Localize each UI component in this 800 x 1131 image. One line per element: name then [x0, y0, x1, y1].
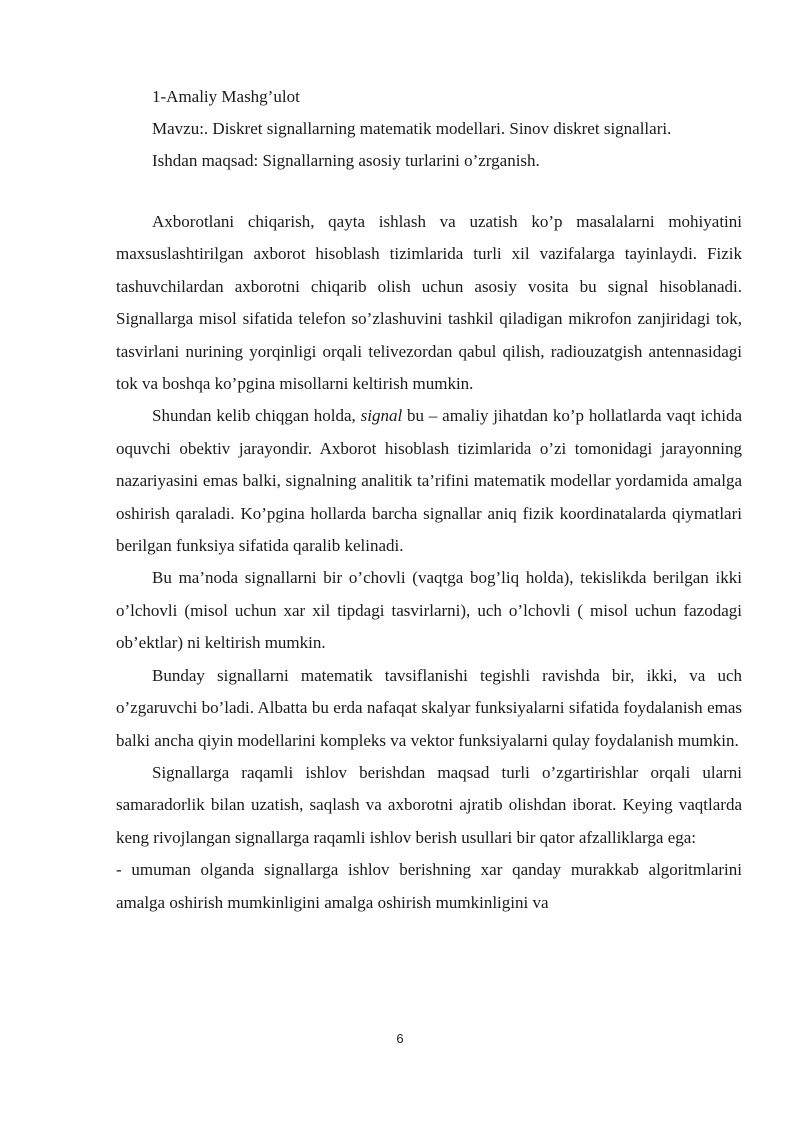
page-number: 6 — [396, 1031, 404, 1046]
paragraph-3: Bu ma’noda signallarni bir o’chovli (vaqtga bog’liq holda), tekislikda berilgan ikki o’lchovli (misol uchun xar xil tipdagi tasvirlarni), uch o’lchovli ( misol uchun fazodagi ob’ektlar) ni keltirish mumkin. — [116, 568, 742, 653]
paragraph-2-rest: bu – amaliy jihatdan ko’p hollatlarda vaqt ichida oquvchi obektiv jarayondir. Axborot hisoblash tizimlarida o’zi tomonidagi jarayonning nazariyasini emas balki, signalning analitik ta’rifini matematik modellar yordamida amalga oshirish qaraladi. Ko’pgina hollarda barcha signallar aniq fizik koordinatalarda qiymatlari berilgan funksiya sifatida qaralib kelinadi. — [116, 406, 742, 556]
paragraph-5: Signallarga raqamli ishlov berishdan maqsad turli o’zgartirishlar orqali ularni samaradorlik bilan uzatish, saqlash va axborotni ajratib olishdan iborat. Keying vaqtlarda keng rivojlangan signallarga raqamli ishlov berish usullari bir qator afzalliklarga ega: — [116, 762, 742, 847]
list-item-1: - umuman olganda signallarga ishlov berishning xar qanday murakkab algoritmlarini amalga oshirish mumkinligini amalga oshirish mumkinligini va — [116, 860, 742, 912]
body-text — [116, 206, 742, 919]
paragraph-1: Axborotlani chiqarish, qayta ishlash va uzatish ko’p masalalarni mohiyatini maxsuslashtirilgan axborot hisoblash tizimlarida turli xil vazifalarga tayinlaydi. Fizik tashuvchilardan axborotni chiqarib olish uchun asosiy vosita bu signal hisoblanadi. Signallarga misol sifatida telefon so’zlashuvini tashkil qiladigan mikrofon zanjiridagi tok, tasvirlani nurining yorqinligi orqali telivezordan qabul qilish, radiouzatgish antennasidagi tok va boshqa ko’pgina misollarni keltirish mumkin. — [116, 212, 742, 394]
paragraph-2 — [116, 400, 742, 562]
paragraph-2-lead: Shundan kelib chiqgan holda, — [152, 406, 361, 426]
lesson-title: 1-Amaliy Mashg’ulot — [152, 87, 300, 106]
paragraph-4: Bunday signallarni matematik tavsiflanishi tegishli ravishda bir, ikki, va uch o’zgaruvchi bo’ladi. Albatta bu erda nafaqat skalyar funksiyalarni sifatida foydalanish emas balki ancha qiyin modellarini kompleks va vektor funksiyalarni qulay foydalanish mumkin. — [116, 665, 742, 750]
goal-line: Ishdan maqsad: Signallarning asosiy turlarini o’zrganish. — [152, 151, 540, 170]
signal-term: signal — [360, 406, 403, 426]
topic-line: Mavzu:. Diskret signallarning matematik modellari. Sinov diskret signallari. — [152, 119, 672, 138]
